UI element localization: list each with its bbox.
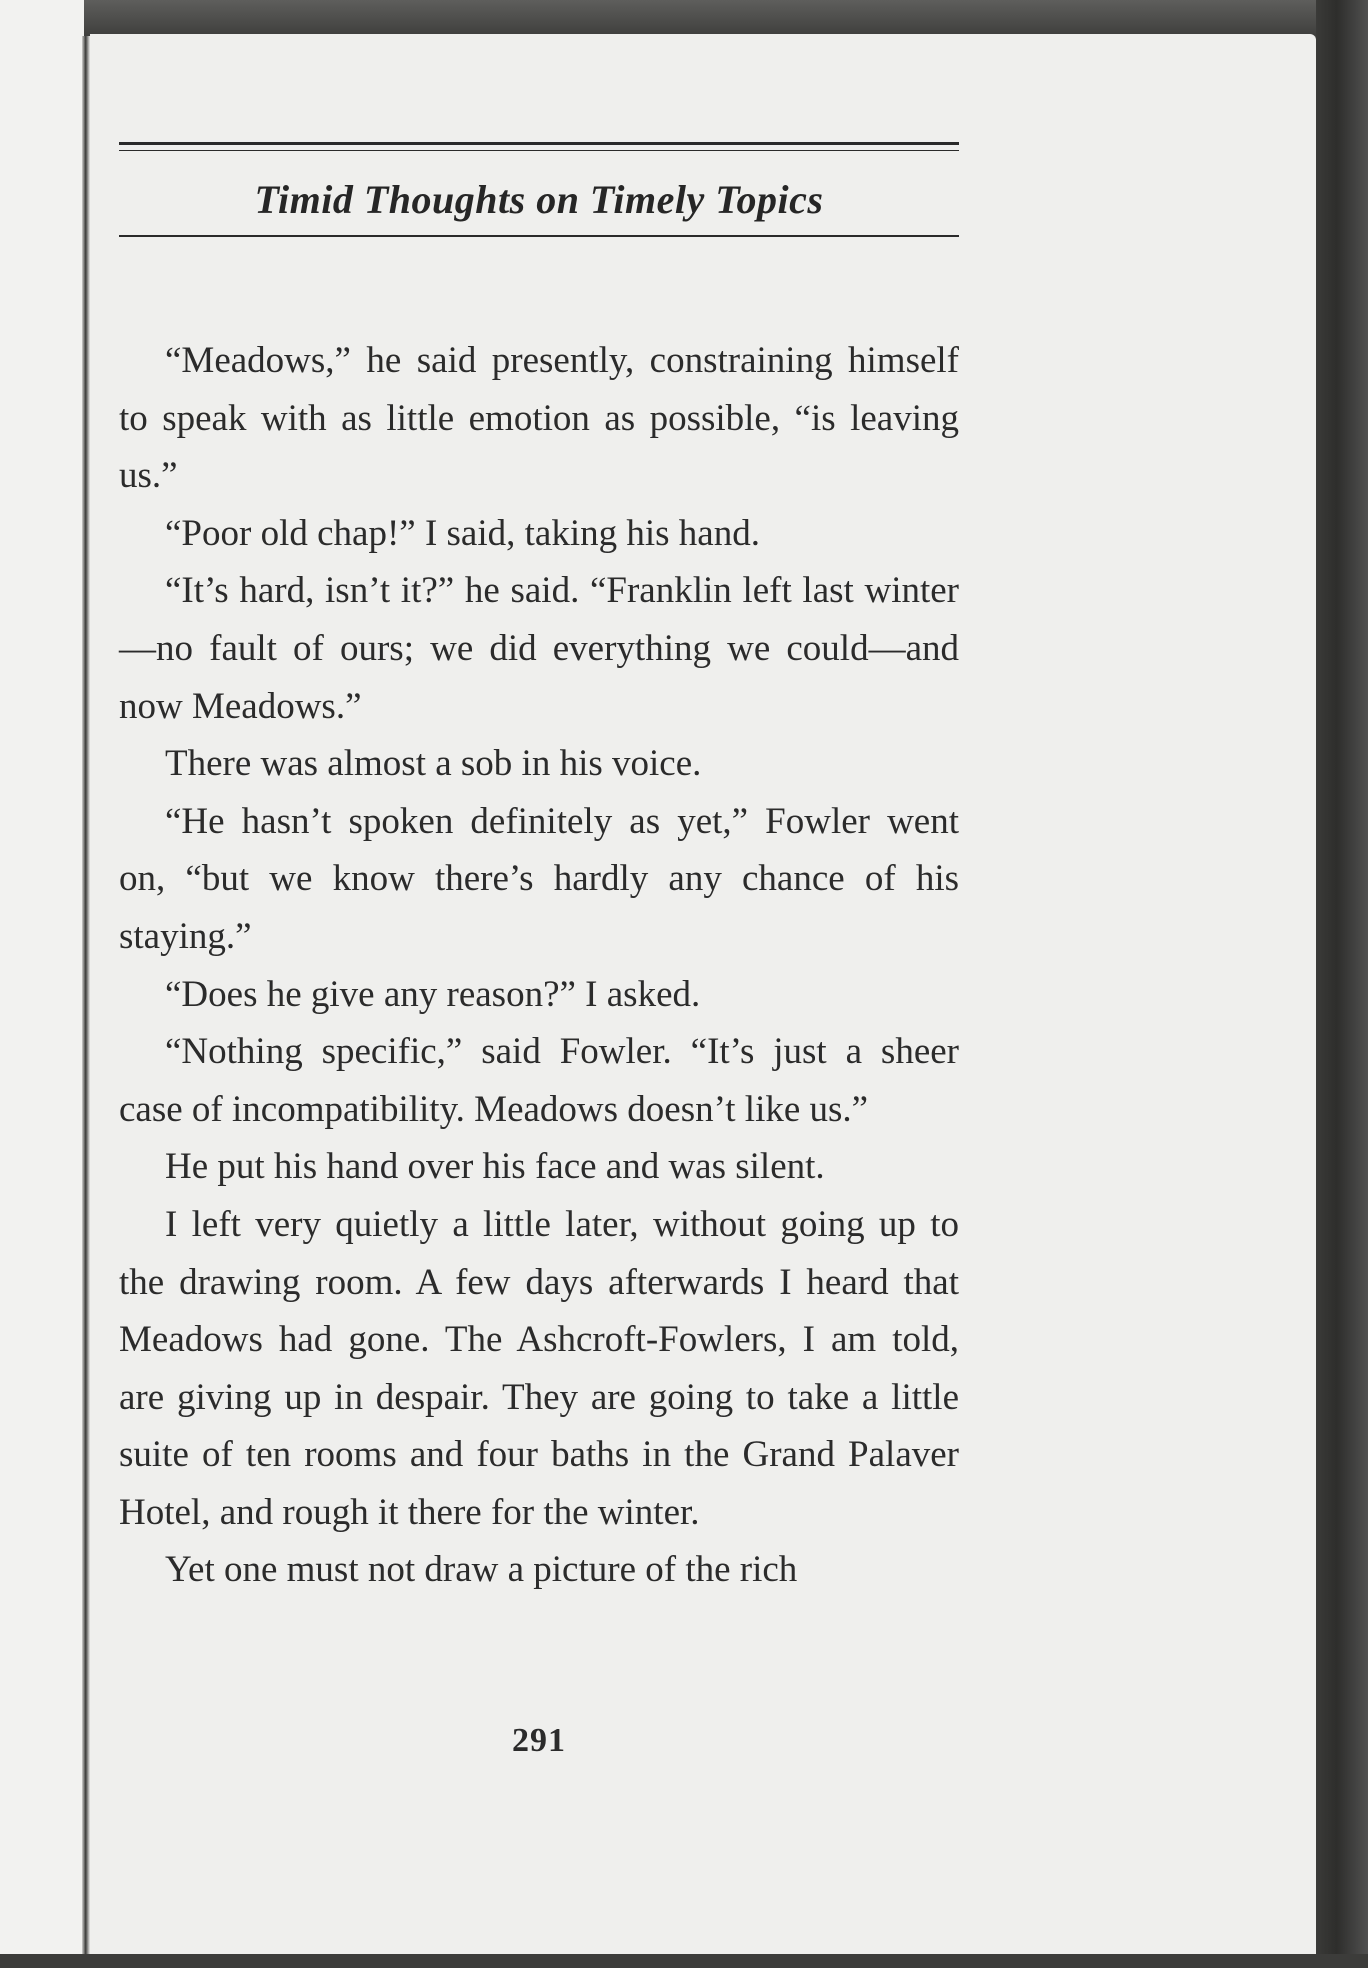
running-head — [119, 142, 959, 237]
paragraph: “Meadows,” he said presently, constraining himself to speak with as little emotion as possible, “is leaving us.” — [119, 340, 959, 497]
header-rule-thin — [119, 150, 959, 151]
facing-page-edge — [0, 0, 84, 1968]
book-cover-edge — [1316, 0, 1368, 1968]
body-text — [119, 332, 959, 1599]
paragraph: “Poor old chap!” I said, taking his hand. — [165, 512, 760, 554]
paragraph: There was almost a sob in his voice. — [165, 743, 702, 785]
scan-frame-top — [0, 0, 1368, 36]
header-rule-bottom — [119, 235, 959, 237]
paragraph: “Does he give any reason?” I asked. — [165, 973, 701, 1015]
running-head-title: Timid Thoughts on Timely Topics — [254, 177, 824, 222]
scan-frame-bottom — [0, 1954, 1368, 1968]
paragraph: “He hasn’t spoken definitely as yet,” Fowler went on, “but we know there’s hardly any chance of his staying.” — [119, 800, 959, 957]
book-gutter — [82, 36, 90, 1956]
paragraph: He put his hand over his face and was silent. — [165, 1146, 825, 1188]
paragraph: I left very quietly a little later, without going up to the drawing room. A few days afterwards I heard that Meadows had gone. The Ashcroft-Fowlers, I am told, are giving up in despair. They are going to take a little suite of ten rooms and four baths in the Grand Palaver Hotel, and rough it there for the winter. — [119, 1203, 959, 1533]
page-number: 291 — [512, 1722, 566, 1759]
header-rule-thick — [119, 142, 959, 145]
paragraph: “It’s hard, isn’t it?” he said. “Franklin left last winter—no fault of ours; we did everything we could—and now Meadows.” — [119, 570, 959, 727]
paragraph: “Nothing specific,” said Fowler. “It’s just a sheer case of incompatibility. Meadows doesn’t like us.” — [119, 1031, 959, 1130]
paragraph: Yet one must not draw a picture of the rich — [165, 1549, 798, 1591]
